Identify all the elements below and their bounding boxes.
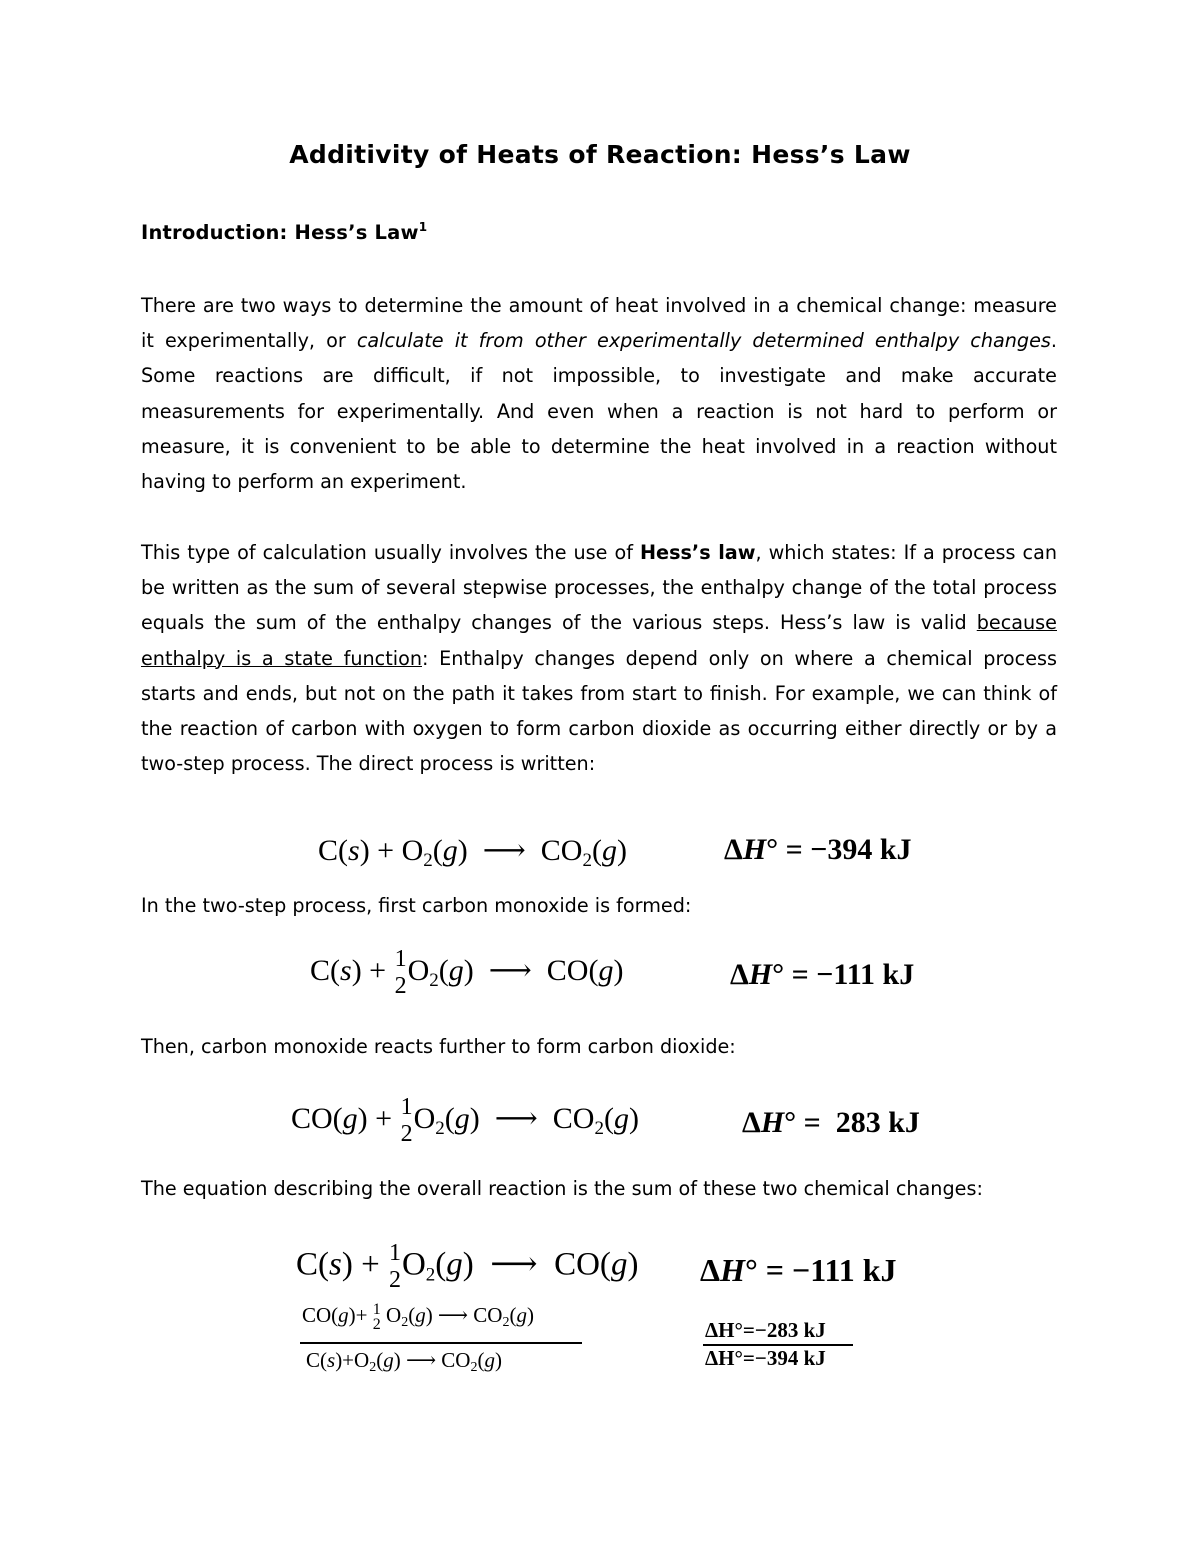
sum-equation-step-two: CO(g)+ 1 2 $O_2(g)$ ⟶ $CO_2(g)$ xyxy=(302,1301,534,1333)
hess-law-paragraph xyxy=(141,535,1057,781)
section-heading xyxy=(141,220,427,244)
section-heading-text: Introduction: Hess’s Law xyxy=(141,221,419,244)
fraction-one-half: 1 2 xyxy=(394,946,407,999)
sum-step-two-enthalpy: ΔH°=−283 kJ xyxy=(705,1318,826,1342)
hess-text-b: , which states: If a process can be written as the sum of several stepwise processes, the enthalpy change of the total process equals the sum of the enthalpy changes of the various steps. Hess’s law is valid xyxy=(141,541,1057,635)
fraction-one-half: 1 2 xyxy=(388,1240,401,1293)
intro-paragraph xyxy=(141,288,1057,499)
fraction-one-half: 1 2 xyxy=(372,1301,381,1333)
sum-step-one-dh-value: −111 kJ xyxy=(791,1252,897,1288)
then-text: Then, carbon monoxide reacts further to form carbon dioxide: xyxy=(141,1035,736,1058)
footnote-marker: 1 xyxy=(418,220,428,234)
sum-divider-line xyxy=(300,1342,582,1344)
equation-co-formation: C(s) + 1 2 $O_2(g)$ ⟶ CO(g) xyxy=(310,946,624,999)
equation-co-formation-enthalpy: ΔH° = −111 kJ xyxy=(730,958,915,991)
equation-co2-formation: CO(g) + 1 2 $O_2(g)$ ⟶ $CO_2(g)$ xyxy=(291,1094,639,1147)
intro-text-a: There are two ways to determine the amount of heat involved in a chemical change: measure it experimentally, or xyxy=(141,294,1057,353)
hess-text-a: This type of calculation usually involves the use of xyxy=(141,541,640,564)
hess-text-c: : Enthalpy changes depend only on where a chemical process starts and ends, but not on the path it takes from start to finish. For example, we can think of the reaction of carbon with oxygen to form carbon dioxide as occurring either directly or by a two-step process. The direct process is written: xyxy=(141,646,1058,776)
equation-co2-formation-enthalpy: ΔH° = 283 kJ xyxy=(742,1106,920,1139)
sum-equation-step-one: C(s) + 1 2 $O_2(g)$ ⟶ CO(g) xyxy=(296,1240,639,1293)
sum-total-enthalpy: ΔH°=−394 kJ xyxy=(705,1346,826,1370)
fraction-one-half: 1 2 xyxy=(400,1094,413,1147)
state-function-link-text: because enthalpy is a state function xyxy=(141,611,1057,670)
intro-text-b: . Some reactions are difficult, if not impossible, to investigate and make accurate measurements for experimentally. And even when a reaction is not hard to perform or measure, it is convenient to be able to determine the heat involved in a reaction without having to perform an experiment. xyxy=(141,329,1057,494)
page-title: Additivity of Heats of Reaction: Hess’s Law xyxy=(289,140,911,169)
equation-co2-formation-dh-value: 283 kJ xyxy=(835,1106,920,1139)
equation-direct-dh-value: −394 kJ xyxy=(810,833,912,866)
equation-direct-process: $C(s) + O_2(g)$ ⟶ $CO_2(g)$ xyxy=(318,834,627,871)
overall-reaction-paragraph: The equation describing the overall reaction is the sum of these two chemical changes: xyxy=(141,1177,983,1200)
hess-law-term: Hess’s law xyxy=(640,541,756,564)
intro-italic-text: calculate it from other experimentally determined enthalpy changes xyxy=(356,329,1051,353)
sum-equation-total: $C(s)+O_2(g)$ ⟶ $CO_2(g)$ xyxy=(306,1348,502,1375)
sum-equation-step-one-enthalpy: ΔH° = −111 kJ xyxy=(700,1252,897,1288)
equation-direct-enthalpy: ΔH° = −394 kJ xyxy=(724,833,912,866)
two-step-intro-text: In the two-step process, first carbon monoxide is formed: xyxy=(141,894,692,917)
equation-co-formation-dh-value: −111 kJ xyxy=(816,958,915,991)
